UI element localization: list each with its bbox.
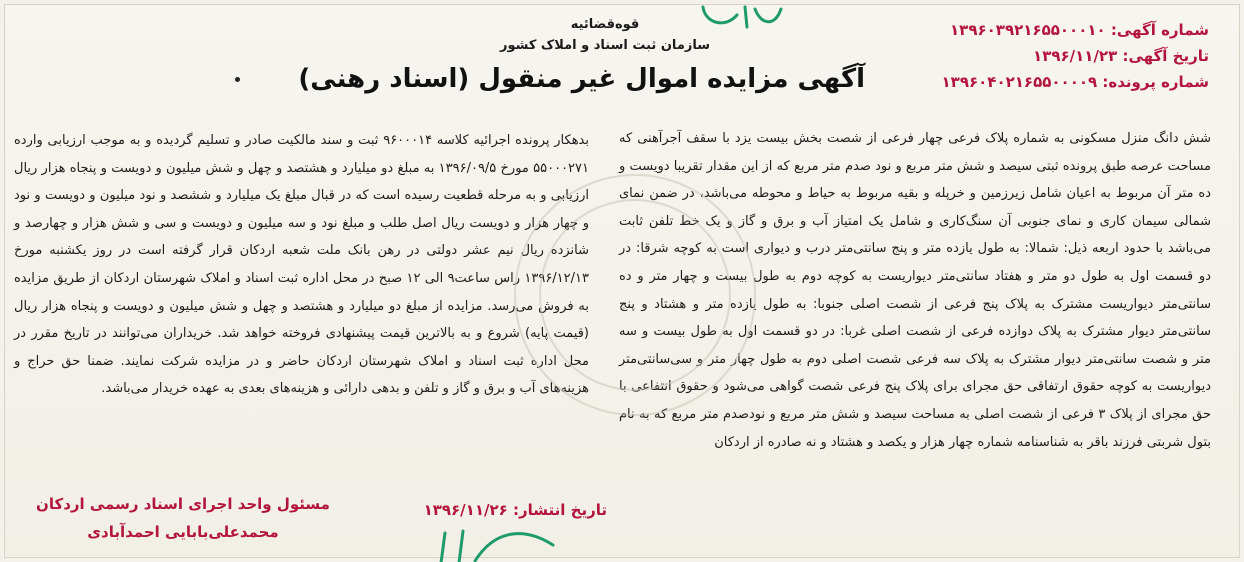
- ad-date-label: تاریخ آگهی:: [1122, 47, 1209, 65]
- ad-date-line: [909, 43, 1209, 69]
- signature-block: [33, 490, 333, 546]
- ad-number: ۱۳۹۶۰۳۹۲۱۶۵۵۰۰۰۱۰: [950, 21, 1106, 39]
- pen-mark-bottom: [435, 525, 565, 562]
- registration-org-name: سازمان ثبت اسناد و املاک کشور: [499, 38, 711, 53]
- property-description-column: شش دانگ منزل مسکونی به شماره پلاک فرعی چهار فرعی از شصت بخش بیست یزد با سقف آجرآهنی که مساحت عرصه طبق پرونده ثبتی سیصد و شش متر مربع و نود صدم متر مربع که از این مقدار تقریبا دویست و ده متر آن مربوط به اعیان شامل زیرزمین و خرپله و بقیه مربوط به حیاط و محوطه می‌باشد، در ضمن نمای شمالی سیمان کاری و نمای جنوبی آن سنگ‌کاری و شامل یک امتیاز آب و برق و گاز و یک خط تلفن ثابت می‌باشد با حدود اربعه ذیل: شمالا: به طول یازده متر و پنج سانتی‌متر درب و دیواری است به کوچه شرقا: در دو قسمت اول به طول دو متر و هفتاد سانتی‌متر دیواریست به کوچه دوم به طول بیست و چهار متر و ده سانتی‌متر دیواریست مشترک به پلاک پنج فرعی از شصت اصلی جنوبا: به طول یازده متر و هشتاد و پنج سانتی‌متر دیوار مشترک به پلاک دوازده فرعی از شصت اصلی غربا: در دو قسمت اول به طول بیست و سه متر و شصت سانتی‌متر دیوار مشترک به پلاک سه فرعی شصت اصلی دوم به طول چهار متر و سی‌سانتی‌متر دیواریست به کوچه حقوق ارتفاقی حق مجرای برای پلاک پنج فرعی شصت گواهی می‌شود و حقوق انتفاعی با حق مجرای از پلاک ۳ فرعی از شصت اصلی به مساحت سیصد و شش متر مربع و نودصدم متر مربع که به نام بتول شربتی فرزند باقر به شناسنامه شماره چهار هزار و یکصد و هشتاد و نه صادره از اردکان: [619, 131, 1211, 450]
- publication-date: [357, 501, 607, 519]
- publication-date-label: تاریخ انتشار:: [513, 501, 607, 519]
- auction-terms-column: بدهکار پرونده اجرائیه کلاسه ۹۶۰۰۰۱۴ ثبت و سند مالکیت صادر و تسلیم گردیده و به موجب ارزیابی وارده ۵۵۰۰۰۲۷۱ مورخ ۱۳۹۶/۰۹/۵ به مبلغ دو میلیارد و هشتصد و چهل و شش میلیون و دویست و پنجاه هزار ریال ارزیابی و به مرحله قطعیت رسیده است که در قبال مبلغ یک میلیارد و ششصد و نود میلیون و دویست و نود و چهار هزار و دویست ریال اصل طلب و مبلغ نود و سه میلیون و دویست و سی و شش هزار و چهارصد و شانزده ریال نیم عشر دولتی در رهن بانک ملت شعبه اردکان قرار گرفته است در روز یکشنبه مورخ ۱۳۹۶/۱۲/۱۳ راس ساعت۹ الی ۱۲ صبح در محل اداره ثبت اسناد و املاک شهرستان اردکان از طریق مزایده به فروش می‌رسد. مزایده از مبلغ دو میلیارد و هشتصد و چهل و شش میلیون و دویست و پنجاه هزار ریال (قیمت پایه) شروع و به بالاترین قیمت پیشنهادی فروخته خواهد شد. خریداران می‌توانند در تاریخ مقرر در محل اداره ثبت اسناد و املاک شهرستان اردکان حاضر و در مزایده شرکت نمایند. ضمنا حق حراج و هزینه‌های آب و برق و گاز و تلفن و بدهی دارائی و هزینه‌های بعدی به عهده خریدار می‌باشد.: [14, 133, 589, 397]
- signature-title: مسئول واحد اجرای اسناد رسمی اردکان: [36, 495, 330, 513]
- judiciary-name: قوه‌قضائیه: [570, 17, 640, 32]
- ad-date: ۱۳۹۶/۱۱/۲۳: [1033, 47, 1118, 65]
- case-number-label: شماره پرونده:: [1102, 73, 1209, 91]
- ad-reference-block: [909, 17, 1209, 95]
- notice-header: [298, 15, 865, 101]
- ad-number-label: شماره آگهی:: [1110, 21, 1209, 39]
- newspaper-clipping: [4, 4, 1240, 558]
- notice-title: آگهی مزایده اموال غیر منقول (اسناد رهنی): [298, 64, 865, 94]
- print-speck: [235, 77, 240, 82]
- case-number: ۱۳۹۶۰۴۰۲۱۶۵۵۰۰۰۰۹: [941, 73, 1098, 91]
- signature-name: محمدعلی‌بابایی احمدآبادی: [87, 523, 279, 541]
- publication-date-value: ۱۳۹۶/۱۱/۲۶: [423, 501, 508, 519]
- case-number-line: [909, 69, 1209, 95]
- ad-number-line: [909, 17, 1209, 43]
